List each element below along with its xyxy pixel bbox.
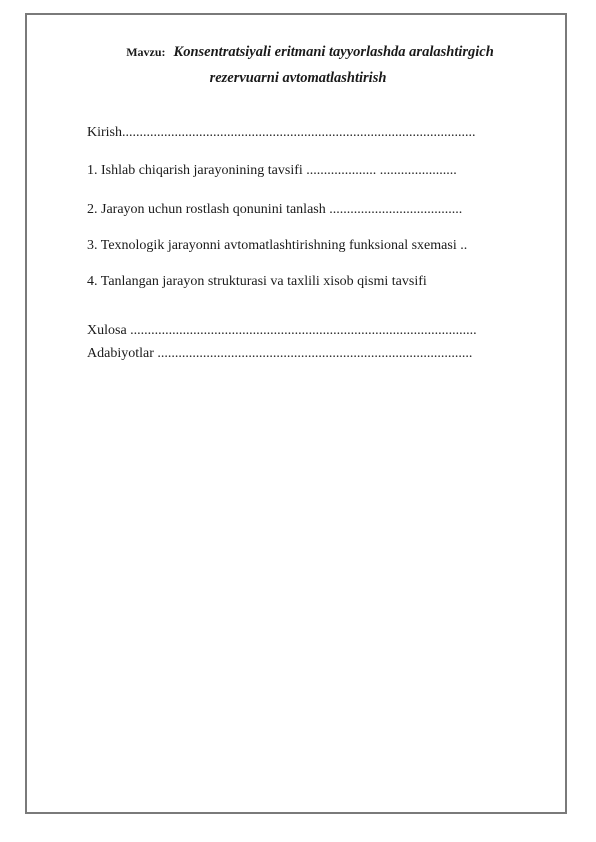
toc-item-kirish: Kirish..................................................................................................... — [87, 125, 476, 140]
toc-item-section-4: 4. Tanlangan jarayon strukturasi va taxlili xisob qismi tavsifi — [87, 274, 427, 289]
title-block — [40, 41, 556, 89]
toc-item-section-2: 2. Jarayon uchun rostlash qonunini tanlash ...................................... — [87, 202, 463, 217]
toc-item-section-1: 1. Ishlab chiqarish jarayonining tavsifi .................... ...................... — [87, 163, 457, 178]
title-line-1 — [40, 41, 556, 63]
title-label: Mavzu: — [126, 45, 166, 59]
toc-item-adabiyotlar: Adabiyotlar .......................................................................................... — [87, 346, 473, 361]
toc-item-section-3: 3. Texnologik jarayonni avtomatlashtirishning funksional sxemasi .. — [87, 238, 468, 253]
title-text-2: rezervuarni avtomatlashtirish — [209, 70, 387, 86]
toc-item-xulosa: Xulosa ................................................................................................... — [87, 323, 477, 338]
title-text-1: Konsentratsiyali eritmani tayyorlashda aralashtirgich — [173, 44, 494, 60]
